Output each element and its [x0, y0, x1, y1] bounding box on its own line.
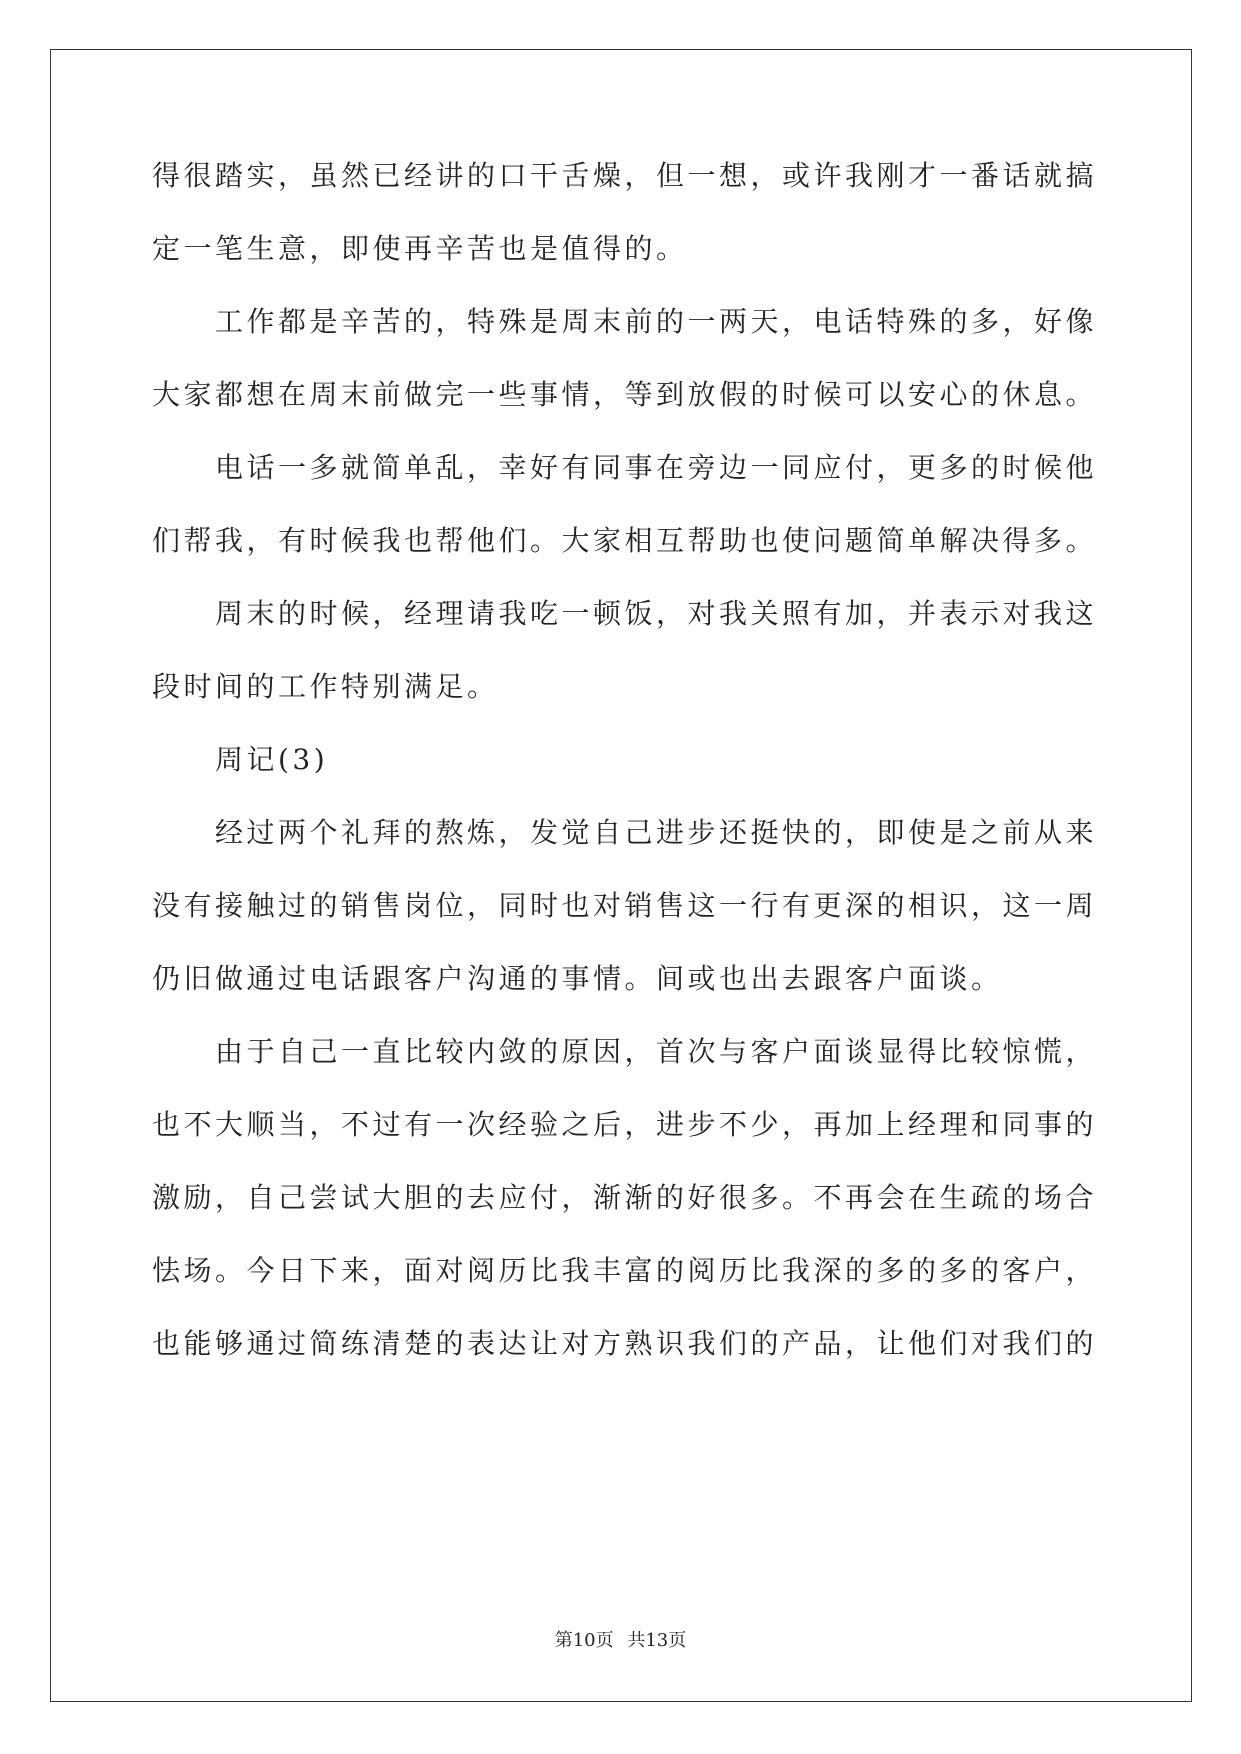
section-heading: 周记(3): [152, 743, 329, 776]
text-line: 周末的时候，经理请我吃一顿饭，对我关照有加，并表示对我这: [152, 597, 1098, 630]
page-number-current: 第10页: [554, 1630, 614, 1651]
text-line: 得很踏实，虽然已经讲的口干舌燥，但一想，或许我刚才一番话就搞: [152, 159, 1098, 192]
text-line: 经过两个礼拜的熬炼，发觉自己进步还挺快的，即使是之前从来: [152, 816, 1098, 849]
text-line: 电话一多就简单乱，幸好有同事在旁边一同应付，更多的时候他: [152, 451, 1098, 484]
text-line: 也不大顺当，不过有一次经验之后，进步不少，再加上经理和同事的: [152, 1108, 1098, 1141]
text-line: 们帮我，有时候我也帮他们。大家相互帮助也使问题简单解决得多。: [152, 524, 1098, 557]
text-line: 工作都是辛苦的，特殊是周末前的一两天，电话特殊的多，好像: [152, 305, 1098, 338]
text-line: 仍旧做通过电话跟客户沟通的事情。间或也出去跟客户面谈。: [152, 962, 1003, 995]
text-line: 段时间的工作特别满足。: [152, 670, 499, 703]
text-line: 大家都想在周末前做完一些事情，等到放假的时候可以安心的休息。: [152, 378, 1098, 411]
text-line: 也能够通过简练清楚的表达让对方熟识我们的产品，让他们对我们的: [152, 1327, 1098, 1360]
page-footer: [0, 1629, 1241, 1653]
text-line: 由于自己一直比较内敛的原因，首次与客户面谈显得比较惊慌，: [152, 1035, 1098, 1068]
text-line: 怯场。今日下来，面对阅历比我丰富的阅历比我深的多的多的客户，: [152, 1254, 1098, 1287]
page-number-total: 共13页: [627, 1630, 687, 1651]
page-border: [50, 49, 1192, 1702]
text-line: 定一笔生意，即使再辛苦也是值得的。: [152, 232, 688, 265]
text-line: 激励，自己尝试大胆的去应付，渐渐的好很多。不再会在生疏的场合: [152, 1181, 1098, 1214]
text-line: 没有接触过的销售岗位，同时也对销售这一行有更深的相识，这一周: [152, 889, 1098, 922]
